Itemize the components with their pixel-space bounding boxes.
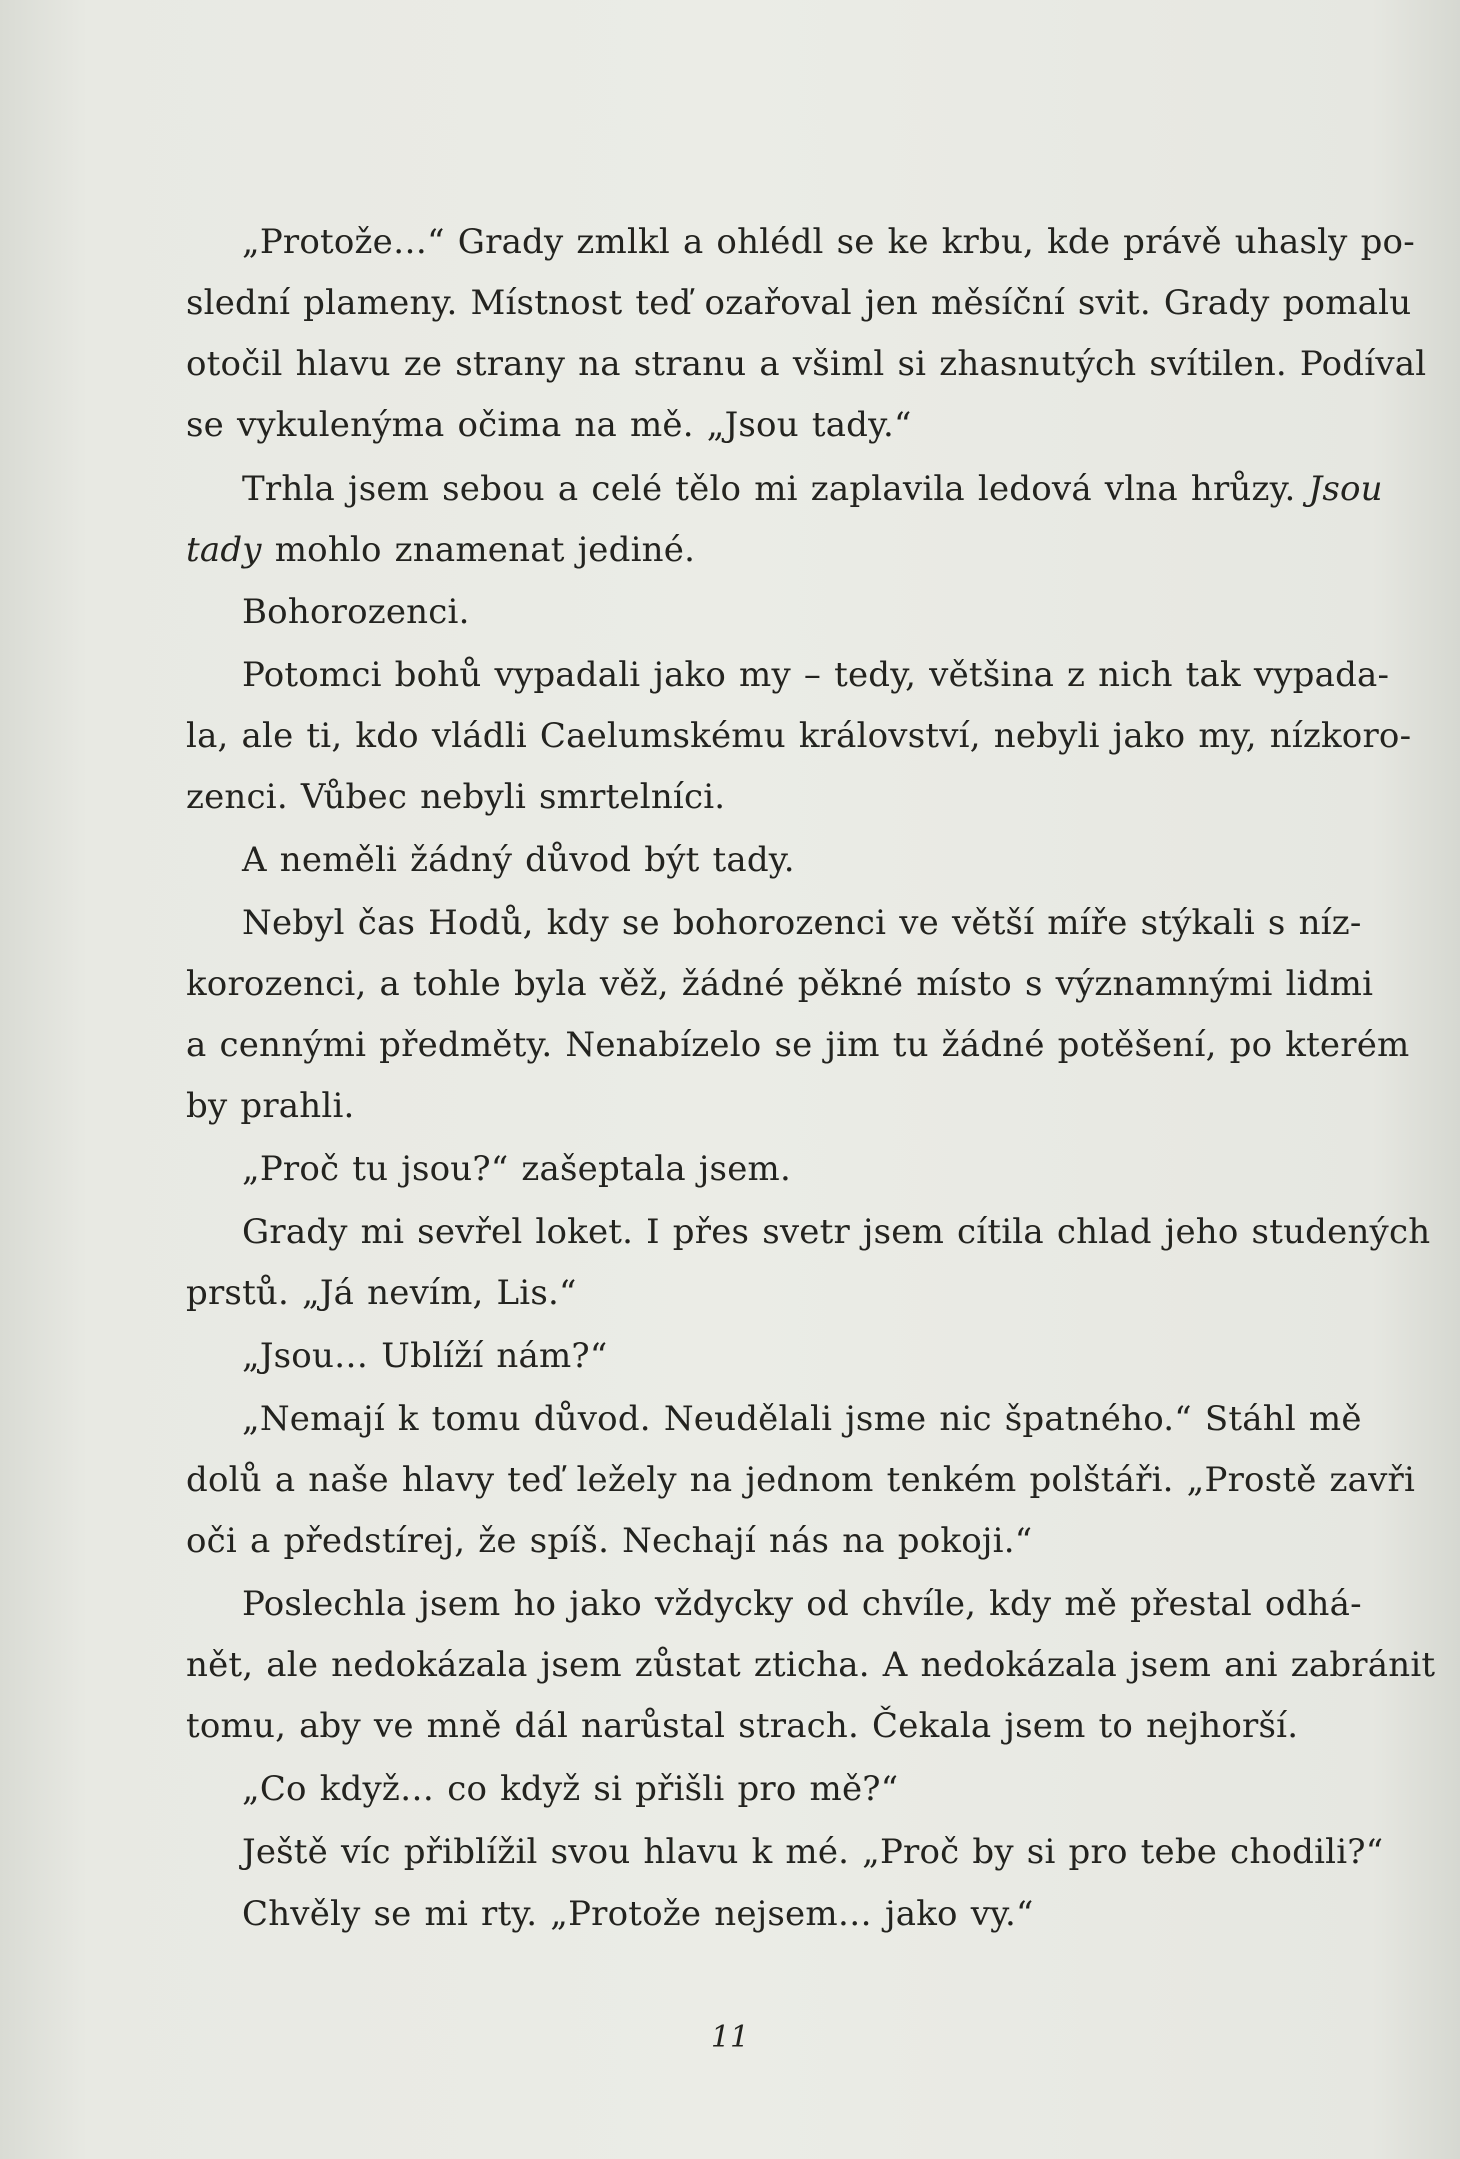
text-line — [242, 459, 1383, 519]
text-line: nět, ale nedokázala jsem zůstat zticha. A nedokázala jsem ani zabránit — [186, 1645, 1436, 1685]
text-line: slední plameny. Místnost teď ozařoval jen měsíční svit. Grady pomalu — [186, 283, 1412, 323]
italic-text: Jsou — [1308, 469, 1383, 509]
italic-text: tady — [186, 530, 262, 570]
text-line: A neměli žádný důvod být tady. — [242, 840, 795, 880]
text-line: la, ale ti, kdo vládli Caelumskému království, nebyli jako my, nízkoro- — [186, 716, 1412, 756]
text-line: se vykulenýma očima na mě. „Jsou tady.“ — [186, 405, 912, 445]
text-line: „Protože…“ Grady zmlkl a ohlédl se ke krbu, kde právě uhasly po- — [242, 222, 1415, 262]
text-line: „Nemají k tomu důvod. Neudělali jsme nic špatného.“ Stáhl mě — [242, 1399, 1362, 1439]
text-line: prstů. „Já nevím, Lis.“ — [186, 1273, 577, 1313]
text-line: otočil hlavu ze strany na stranu a všiml si zhasnutých svítilen. Podíval — [186, 344, 1427, 384]
text-line: tomu, aby ve mně dál narůstal strach. Čekala jsem to nejhorší. — [186, 1706, 1299, 1746]
text-line — [186, 520, 695, 580]
text-line: korozenci, a tohle byla věž, žádné pěkné místo s významnými lidmi — [186, 964, 1374, 1004]
page-number: 11 — [710, 2020, 750, 2055]
text-line: zenci. Vůbec nebyli smrtelníci. — [186, 777, 726, 817]
text-line: Nebyl čas Hodů, kdy se bohorozenci ve větší míře stýkali s níz- — [242, 903, 1362, 943]
text-line: Potomci bohů vypadali jako my – tedy, většina z nich tak vypada- — [242, 655, 1390, 695]
text-line: by prahli. — [186, 1086, 355, 1126]
text-line: „Jsou… Ublíží nám?“ — [242, 1336, 608, 1376]
text-line: Bohorozenci. — [242, 592, 470, 632]
text-span: Trhla jsem sebou a celé tělo mi zaplavila ledová vlna hrůzy. — [242, 469, 1309, 509]
text-line: „Co když… co když si přišli pro mě?“ — [242, 1769, 899, 1809]
text-line: „Proč tu jsou?“ zašeptala jsem. — [242, 1149, 791, 1189]
text-span: mohlo znamenat jediné. — [261, 530, 696, 570]
text-line: Ještě víc přiblížil svou hlavu k mé. „Proč by si pro tebe chodili?“ — [242, 1832, 1384, 1872]
text-line: dolů a naše hlavy teď ležely na jednom tenkém polštáři. „Prostě zavři — [186, 1460, 1416, 1500]
text-line: Chvěly se mi rty. „Protože nejsem… jako vy.“ — [242, 1894, 1034, 1934]
text-line: Poslechla jsem ho jako vždycky od chvíle, kdy mě přestal odhá- — [242, 1584, 1362, 1624]
text-line: a cennými předměty. Nenabízelo se jim tu žádné potěšení, po kterém — [186, 1025, 1410, 1065]
text-line: oči a předstírej, že spíš. Nechají nás na pokoji.“ — [186, 1521, 1033, 1561]
text-line: Grady mi sevřel loket. I přes svetr jsem cítila chlad jeho studených — [242, 1212, 1431, 1252]
